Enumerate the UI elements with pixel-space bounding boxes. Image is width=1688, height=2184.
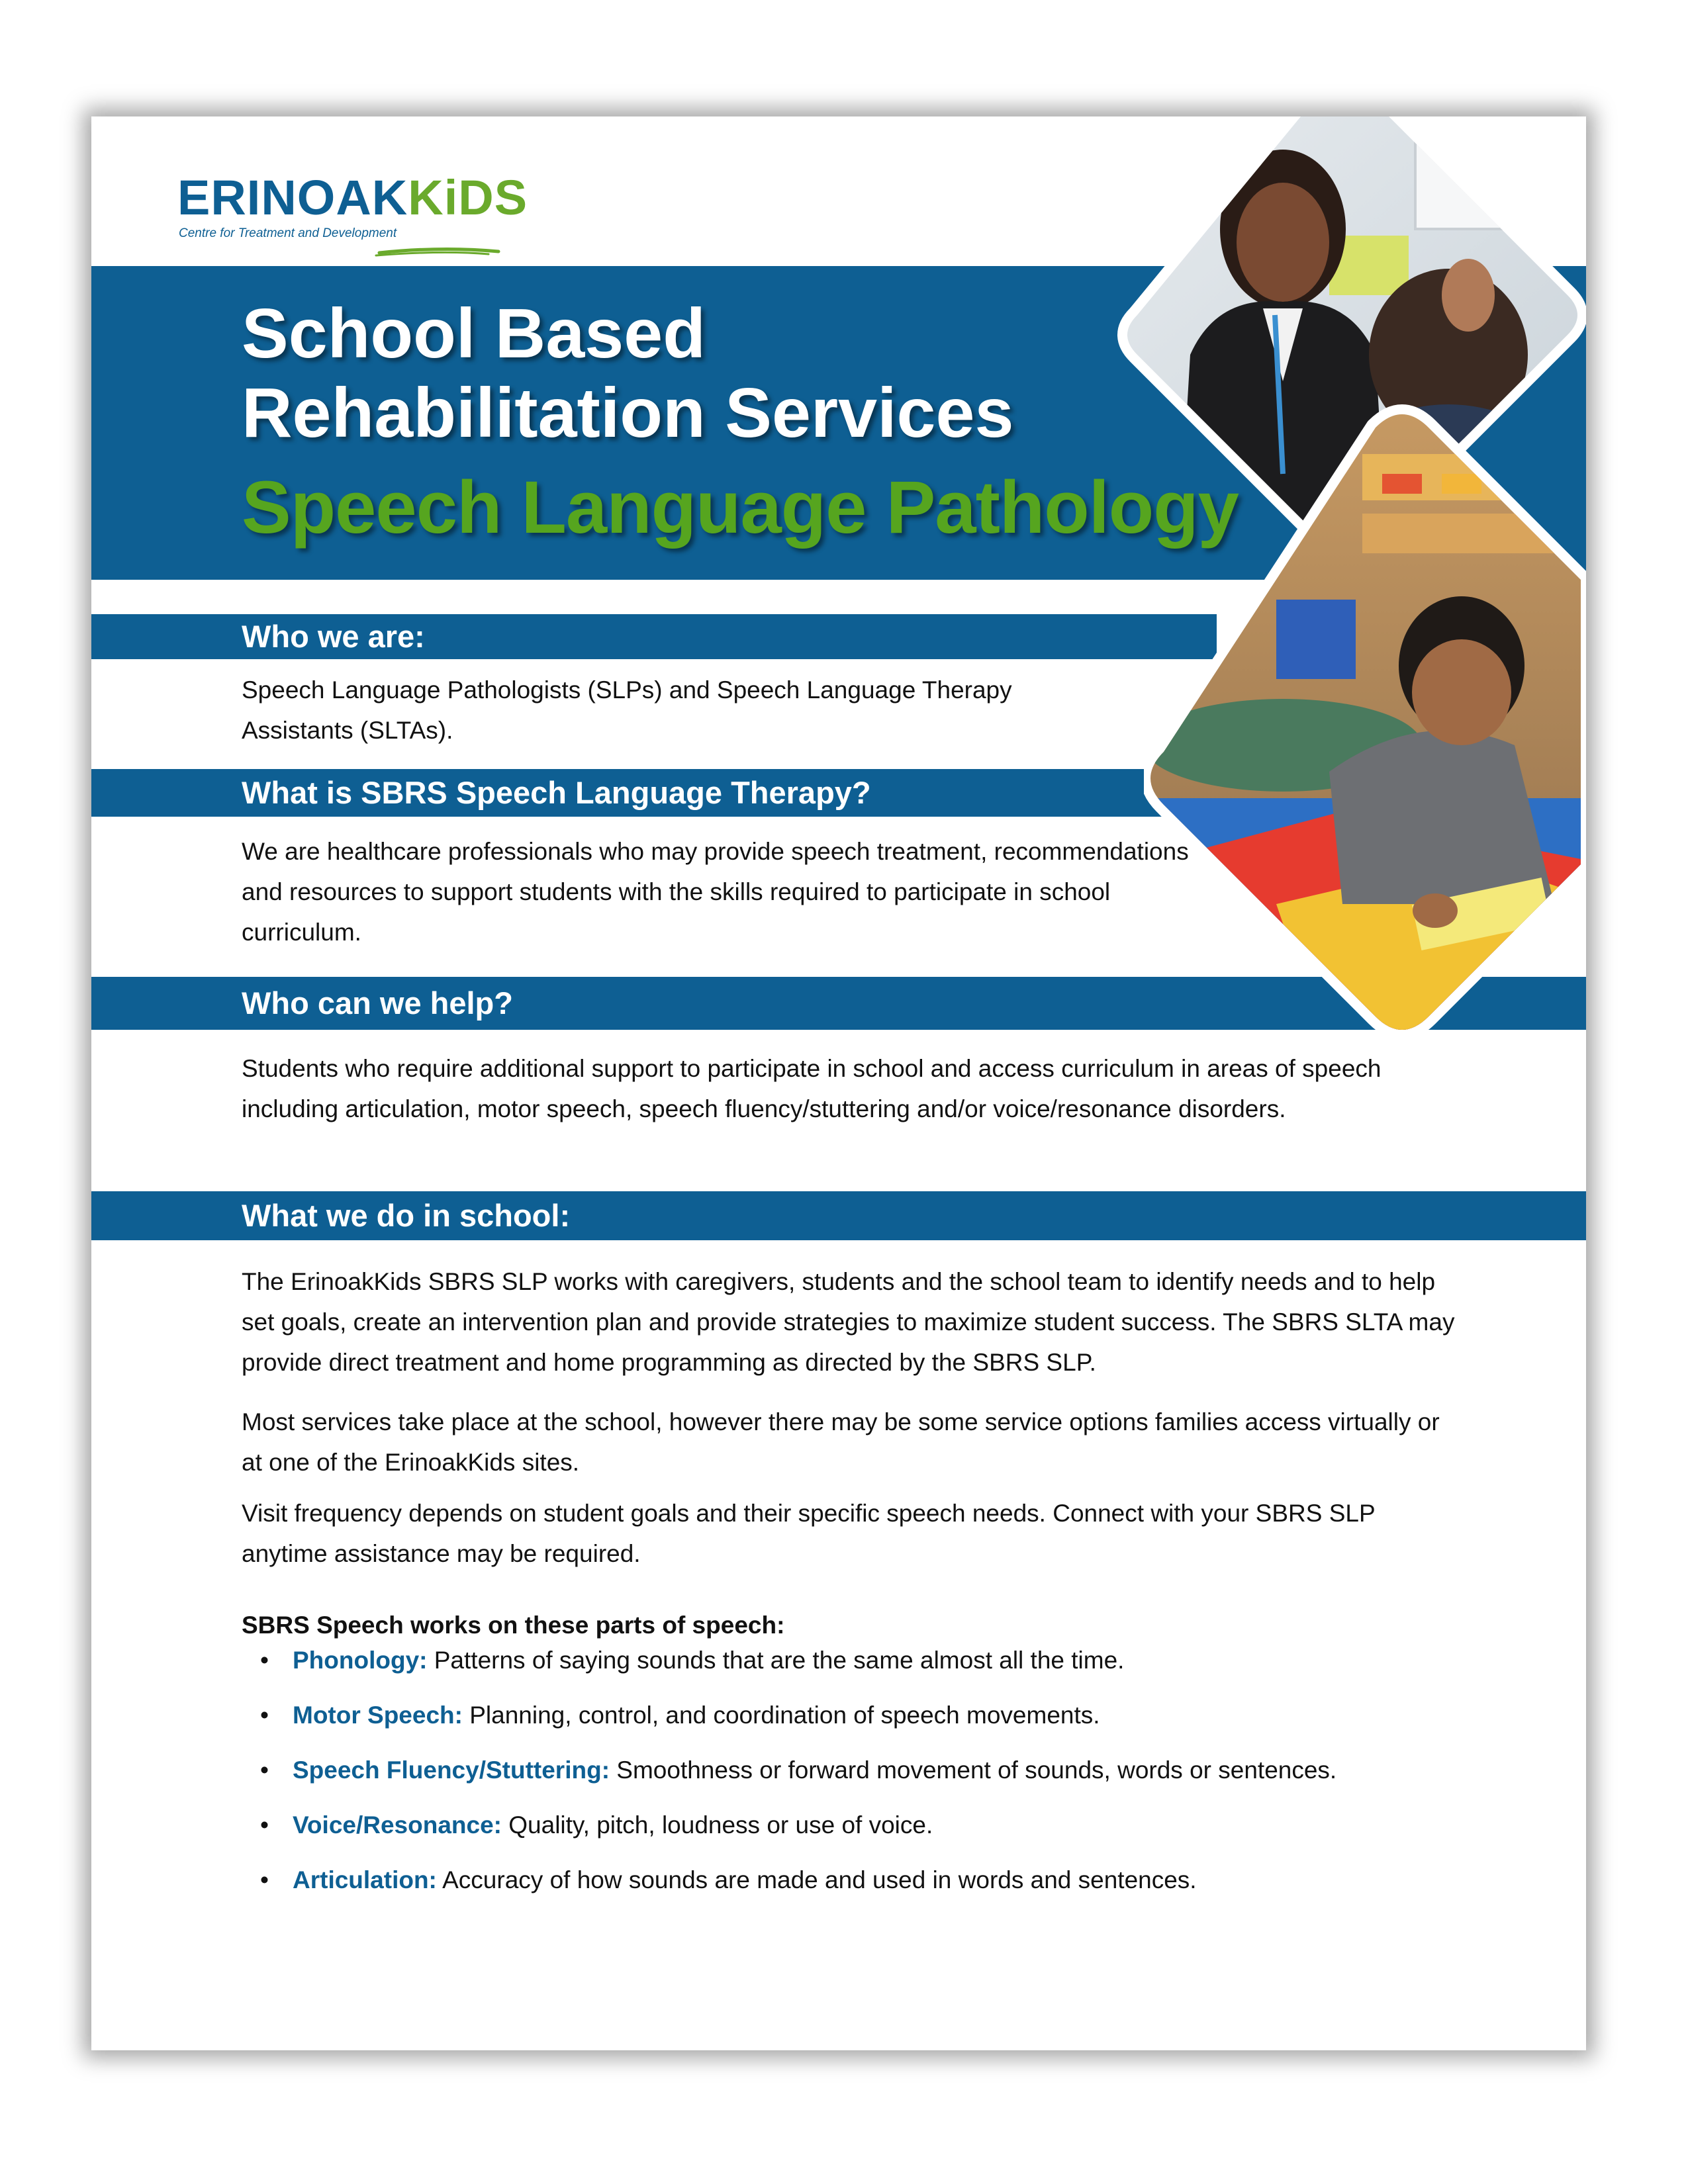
speech-parts-heading: SBRS Speech works on these parts of speech: bbox=[242, 1612, 785, 1639]
list-item-term: Motor Speech: bbox=[293, 1702, 463, 1729]
logo-brand-secondary: KiDS bbox=[408, 170, 528, 225]
page-subtitle: Speech Language Pathology bbox=[242, 466, 1239, 549]
list-item bbox=[242, 1750, 1336, 1790]
list-item bbox=[242, 1695, 1336, 1735]
section-text-what: We are healthcare professionals who may provide speech treatment, recommendations and resources to support students with the skills required to participate in school curriculum. bbox=[242, 838, 1189, 946]
list-item-term: Phonology: bbox=[293, 1647, 428, 1674]
list-item-desc: Accuracy of how sounds are made and used in words and sentences. bbox=[436, 1866, 1197, 1893]
list-item bbox=[242, 1640, 1336, 1680]
list-item-desc: Planning, control, and coordination of speech movements. bbox=[462, 1702, 1100, 1729]
list-item bbox=[242, 1860, 1336, 1900]
list-item-term: Speech Fluency/Stuttering: bbox=[293, 1756, 610, 1784]
section-text-who: Speech Language Pathologists (SLPs) and Speech Language Therapy Assistants (SLTAs). bbox=[242, 676, 1012, 744]
photo-child-reading bbox=[1144, 401, 1586, 1096]
section-heading-school: What we do in school: bbox=[242, 1198, 571, 1233]
section-heading-who: Who we are: bbox=[242, 619, 425, 654]
list-item-term: Voice/Resonance: bbox=[293, 1811, 502, 1839]
logo-tagline: Centre for Treatment and Development bbox=[179, 226, 397, 240]
section-text-school-1: The ErinoakKids SBRS SLP works with caregivers, students and the school team to identify needs and to help set goals, create an intervention plan and provide strategies to maximize student success. The SBRS SLTA may provide direct treatment and home programming as directed by the SBRS SLP. bbox=[242, 1268, 1455, 1376]
list-item-desc: Quality, pitch, loudness or use of voice. bbox=[501, 1811, 933, 1839]
section-text-school-3: Visit frequency depends on student goals and their specific speech needs. Connect with your SBRS SLP anytime assistance may be required. bbox=[242, 1500, 1375, 1567]
section-text-school-2: Most services take place at the school, however there may be some service options families access virtually or at one of the ErinoakKids sites. bbox=[242, 1408, 1440, 1476]
page-title-line-1: School Based bbox=[242, 295, 706, 373]
page-title-line-2: Rehabilitation Services bbox=[242, 374, 1014, 452]
section-heading-what: What is SBRS Speech Language Therapy? bbox=[242, 775, 871, 810]
list-item-desc: Patterns of saying sounds that are the same almost all the time. bbox=[427, 1647, 1125, 1674]
speech-parts-list bbox=[242, 1640, 1336, 1915]
list-item-term: Articulation: bbox=[293, 1866, 437, 1893]
logo-brand-primary: ERINOAK bbox=[177, 170, 408, 225]
section-text-help: Students who require additional support to participate in school and access curriculum in areas of speech including articulation, motor speech, speech fluency/stuttering and/or voice/resonance disorders. bbox=[242, 1055, 1382, 1122]
flyer-page bbox=[91, 116, 1586, 2050]
list-item bbox=[242, 1805, 1336, 1845]
section-heading-help: Who can we help? bbox=[242, 985, 513, 1021]
list-item-desc: Smoothness or forward movement of sounds, words or sentences. bbox=[610, 1756, 1337, 1784]
erinoakkids-logo bbox=[177, 168, 528, 267]
